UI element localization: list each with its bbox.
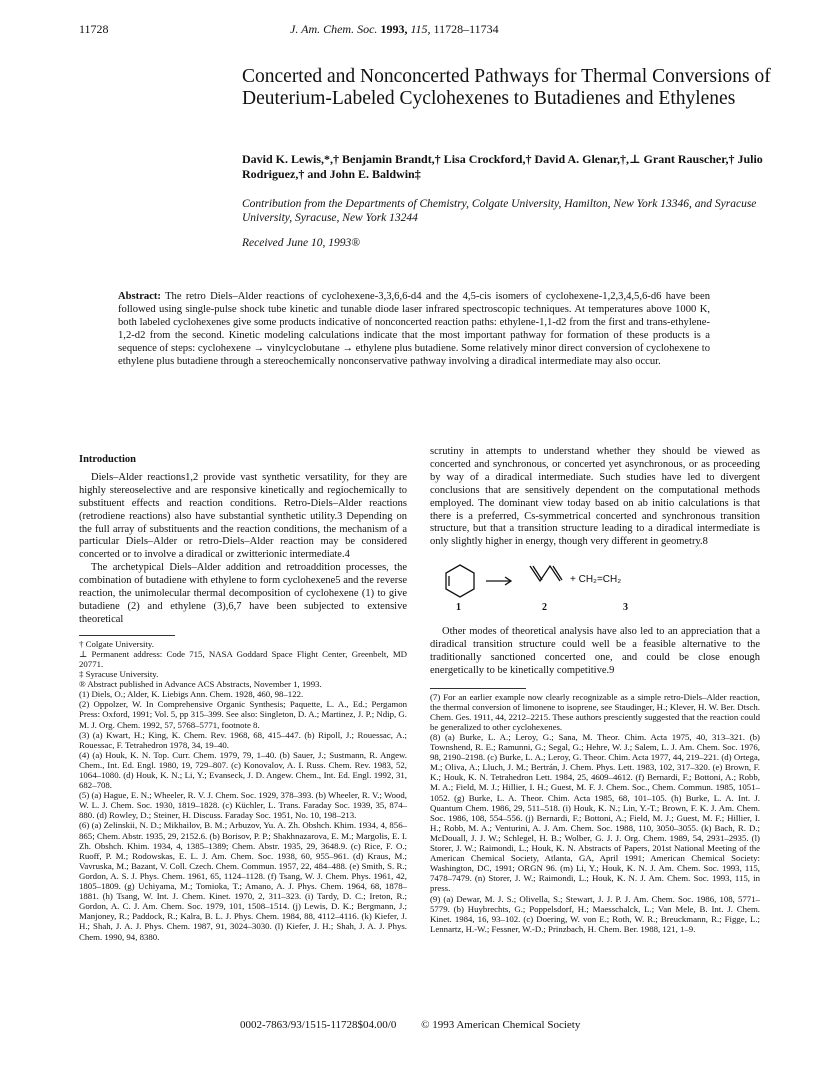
footnote: ‡ Syracuse University. [79, 669, 159, 680]
compound-label: 3 [623, 602, 628, 613]
intro-paragraph-2: The archetypical Diels–Alder addition and retroaddition processes, the combination of butadiene with ethylene to form cyclohexene5 and the reverse reaction, the unimolecular thermal decomposition of cyclohexene (1) to give butadiene (2) and ethylene (3),6,7 have been subjected to extensive theoretical [79, 562, 407, 625]
footnote: ® Abstract published in Advance ACS Abstracts, November 1, 1993. [79, 679, 322, 690]
journal-volume: 115, [410, 22, 431, 36]
journal-name: J. Am. Chem. Soc. [290, 22, 378, 36]
right-column-lower [430, 626, 760, 934]
footnotes-left [79, 639, 407, 942]
right-column [430, 446, 760, 549]
reference: (5) (a) Hague, E. N.; Wheeler, R. V. J. Chem. Soc. 1929, 378–393. (b) Wheeler, R. V.; Wood, W. L. J. Chem. Soc. 1930, 1819–1828. (c) Küchler, L. Trans. Faraday Soc. 1939, 35, 874–880. (d) Rowley, D.; Steiner, H. Discuss. Faraday Soc. 1951, No. 10, 198–213. [79, 790, 407, 821]
reference: (7) For an earlier example now clearly recognizable as a simple retro-Diels–Alder reaction, the thermal conversion of limonene to isoprene, see Staudinger, H.; Klever, H. W. Ber. Dtsch. Chem. Ges. 1911, 44, 2212–2215. These authors presciently suggested that the reaction could be generalized to other cyclohexenes. [430, 691, 760, 732]
author-list: David K. Lewis,*,† Benjamin Brandt,† Lisa Crockford,† David A. Glenar,†,⊥ Grant Rauscher,† Julio Rodriguez,† and John E. Baldwin‡ [242, 152, 763, 181]
page-number: 11728 [79, 22, 109, 36]
intro-paragraph-3: scrutiny in attempts to understand whether they should be viewed as concerted and synchronous, or concerted yet asynchronous, or as proceeding by way of a diradical intermediate. Such studies have led to divergent conclusions that are sensitively dependent on the computational methods employed. The dominant view today based on ab initio calculations is that there is a preferred, Cs-symmetrical concerted and synchronous transition structure, but that a transition structure leading to a diradical intermediate is only slightly higher in energy, though very different in geometry.8 [430, 446, 760, 548]
scheme-drawing [430, 556, 760, 616]
footnote: ⊥ Permanent address: Code 715, NASA Goddard Space Flight Center, Greenbelt, MD 20771. [79, 648, 407, 669]
running-header [290, 22, 499, 37]
copyright-code: 0002-7863/93/1515-11728$04.00/0 [240, 1019, 397, 1031]
abstract [118, 291, 710, 368]
reference: (3) (a) Kwart, H.; King, K. Chem. Rev. 1968, 68, 415–447. (b) Ripoll, J.; Rouessac, A.; Rouessac, F. Tetrahedron 1978, 34, 19–40. [79, 729, 407, 750]
reference: (9) (a) Dewar, M. J. S.; Olivella, S.; Stewart, J. J. P. J. Am. Chem. Soc. 1986, 108, 5771–5779. (b) Huybrechts, G.; Poppelsdorf, H.; Maesschalck, L.; Van Mele, B. Int. J. Chem. Kinet. 1984, 16, 93–102. (c) Doering, W. von E.; Roth, W. R.; Breuckmann, R.; Figge, L.; Lennartz, H.-W.; Fessner, W.-D.; Prinzbach, H. Chem. Ber. 1988, 121, 1–9. [430, 893, 760, 934]
reference: (1) Diels, O.; Alder, K. Liebigs Ann. Chem. 1928, 460, 98–122. [79, 689, 304, 700]
cyclohexene-ring [446, 565, 474, 597]
footnotes-right [430, 692, 760, 934]
copyright-notice: © 1993 American Chemical Society [421, 1019, 581, 1031]
article-title: Concerted and Nonconcerted Pathways for Thermal Conversions of Deuterium-Labeled Cyclohexenes to Butadienes and Ethylenes [242, 66, 771, 109]
footnote-rule [79, 635, 175, 636]
reference: (2) Oppolzer, W. In Comprehensive Organic Synthesis; Paquette, L. A., Ed.; Pergamon Press: Oxford, 1991; Vol. 5, pp 315–399. See also: Singleton, D. A.; Martinez, J. P.; Ndip, G. M. J. Org. Chem. 1992, 57, 5768–5771, footnote 8. [79, 699, 407, 730]
intro-paragraph-1: Diels–Alder reactions1,2 provide vast synthetic versatility, for they are highly stereoselective and are responsive kinetically and regiochemically to substituent effects and reaction conditions. Retro-Diels–Alder reactions (retrodiene reactions) also have substantial synthetic utility.3 Depending on the full array of substituents and the reaction conditions, the mechanism of a particular Diels–Alder or retro-Diels–Alder reaction may be considered concerted or to involve a diradical or zwitterionic intermediate.4 [79, 471, 407, 561]
reference: (8) (a) Burke, L. A.; Leroy, G.; Sana, M. Theor. Chim. Acta 1975, 40, 313–321. (b) Townshend, R. E.; Ramunni, G.; Segal, G.; Hehre, W. J.; Salem, L. J. Am. Chem. Soc. 1976, 98, 2190–2198. (c) Burke, L. A.; Leroy, G. Theor. Chim. Acta 1977, 44, 219–221. (d) Ortega, M.; Oliva, A.; Lluch, J. M.; Bertrán, J. Chem. Phys. Lett. 1983, 102, 317–320. (e) Brown, F. K.; Houk, K. N. Tetrahedron Lett. 1984, 25, 4609–4612. (f) Bernardi, F.; Bottoni, A.; Robb, M. A.; Field, M. J.; Hillier, I. H.; Guest, M. F. J. Chem. Soc., Chem. Commun. 1985, 1051–1052. (g) Burke, L. A. Theor. Chim. Acta 1985, 68, 101–105. (h) Burke, L. A. Int. J. Quantum Chem. 1986, 29, 511–518. (i) Houk, K. N.; Lin, Y.-T.; Brown, F. K. J. Am. Chem. Soc. 1986, 108, 554–556. (j) Bernardi, F.; Bottoni, A.; Field, M. J.; Guest, M. F.; Hillier, I. H.; Robb, M. A.; Venturini, A. J. Am. Chem. Soc. 1988, 110, 3050–3055. (k) Bach, R. D.; McDouall, J. J. W.; Schlegel, H. B.; Wolber, G. J. J. Org. Chem. 1989, 54, 2931–2935. (l) Storer, J. W.; Raimondi, L.; Houk, K. N. Abstracts of Papers, 201st National Meeting of the American Chemical Society, Atlanta, GA, April 1991; American Chemical Society: Washington, DC, 1991; ORGN 96. (m) Li, Y.; Houk, K. N. J. Am. Chem. Soc. 1993, 115, 7478–7479. (n) Storer, J. W.; Raimondi, L.; Houk, K. N. J. Am. Chem. Soc. 1993, 115, in press. [430, 732, 760, 894]
footnote-rule [430, 688, 526, 689]
reference: (6) (a) Zelinskii, N. D.; Mikhailov, B. M.; Arbuzov, Yu. A. Zh. Obshch. Khim. 1934, 4, 856–865; Chem. Abstr. 1935, 29, 2152.6. (b) Borisov, P. P.; Shakhnazarova, E. M.; Margolis, E. I. Zh. Obshch. Khim. 1934, 4, 1385–1389; Chem. Abstr. 1935, 29, 3648.9. (c) Rice, F. O.; Ruoff, P. M.; Rodowskas, E. L. J. Am. Chem. Soc. 1938, 60, 955–961. (d) Kraus, M.; Vavruska, M.; Bazant, V. Coll. Czech. Chem. Commun. 1957, 22, 484–488. (e) Smith, S. R.; Gordon, A. S. J. Phys. Chem. 1961, 65, 1124–1128. (f) Tsang, W. J. Chem. Phys. 1961, 42, 1805–1809. (g) Uchiyama, M.; Tomioka, T.; Amano, A. J. Phys. Chem. 1964, 68, 1878–1881. (h) Tsang, W. Int. J. Chem. Kinet. 1970, 2, 311–323. (i) Tardy, D. C.; Ireton, R.; Gordon, A. C. J. Am. Chem. Soc. 1979, 101, 1508–1514. (j) Lewis, D. K.; Bergmann, J.; Manjoney, R.; Paddock, R.; Kalra, B. L. J. Phys. Chem. 1984, 88, 4112–4116. (k) Kiefer, J. H.; Shah, J. A. J. Phys. Chem. 1987, 91, 3024–3030. (l) Kiefer, J. H.; Shah, J. A. J. Phys. Chem. 1990, 94, 8380. [79, 820, 407, 942]
intro-paragraph-4: Other modes of theoretical analysis have also led to an appreciation that a diradical transition structure could well be a feasible alternative to the traditionally sanctioned concerted one, and could be close enough energetically to be kinetically competitive.9 [430, 626, 760, 676]
journal-pages: 11728–11734 [433, 22, 499, 36]
abstract-label: Abstract: [118, 291, 161, 302]
section-heading: Introduction [79, 454, 136, 465]
affiliation: Contribution from the Departments of Chemistry, Colgate University, Hamilton, New York 13346, and Syracuse University, Syracuse, New York 13244 [242, 198, 757, 224]
journal-year: 1993, [380, 22, 408, 36]
footnote: † Colgate University. [79, 638, 154, 649]
compound-label: 1 [456, 602, 461, 613]
reference: (4) (a) Houk, K. N. Top. Curr. Chem. 1979, 79, 1–40. (b) Sauer, J.; Sustmann, R. Angew. Chem., Int. Ed. Engl. 1980, 19, 729–807. (c) Konovalov, A. I. Russ. Chem. Rev. 1983, 52, 1064–1080. (d) Houk, K. N.; Li, Y.; Evanseck, J. D. Angew. Chem., Int. Ed. Engl. 1992, 31, 682–708. [79, 749, 407, 791]
received-date: Received June 10, 1993® [242, 237, 360, 249]
ethylene-formula: + CH₂=CH₂ [570, 574, 622, 585]
reaction-scheme [430, 556, 760, 616]
abstract-text: The retro Diels–Alder reactions of cyclohexene-3,3,6,6-d4 and the 4,5-cis isomers of cyclohexene-1,2,3,4,5,6-d6 have been followed using single-pulse shock tube kinetic and tunable diode laser infrared spectroscopic techniques. At temperatures above 1000 K, both labeled cyclohexenes give some products indicative of nonconcerted reaction paths: ethylene-1,1-d2 from the first and trans-ethylene-1,2-d2 from the second. Kinetic modeling calculations indicate that the most important pathway for formation of these products is a sequence of steps: cyclohexene → vinylcyclobutane → ethylene plus butadiene. Some relatively minor direct conversion of cyclohexene to ethylene plus butadiene through a stereochemically nonconservative pathway involving a diradical intermediate may also occur. [118, 291, 710, 367]
page-footer [240, 1019, 660, 1031]
left-column [79, 454, 407, 942]
compound-label: 2 [542, 602, 547, 613]
